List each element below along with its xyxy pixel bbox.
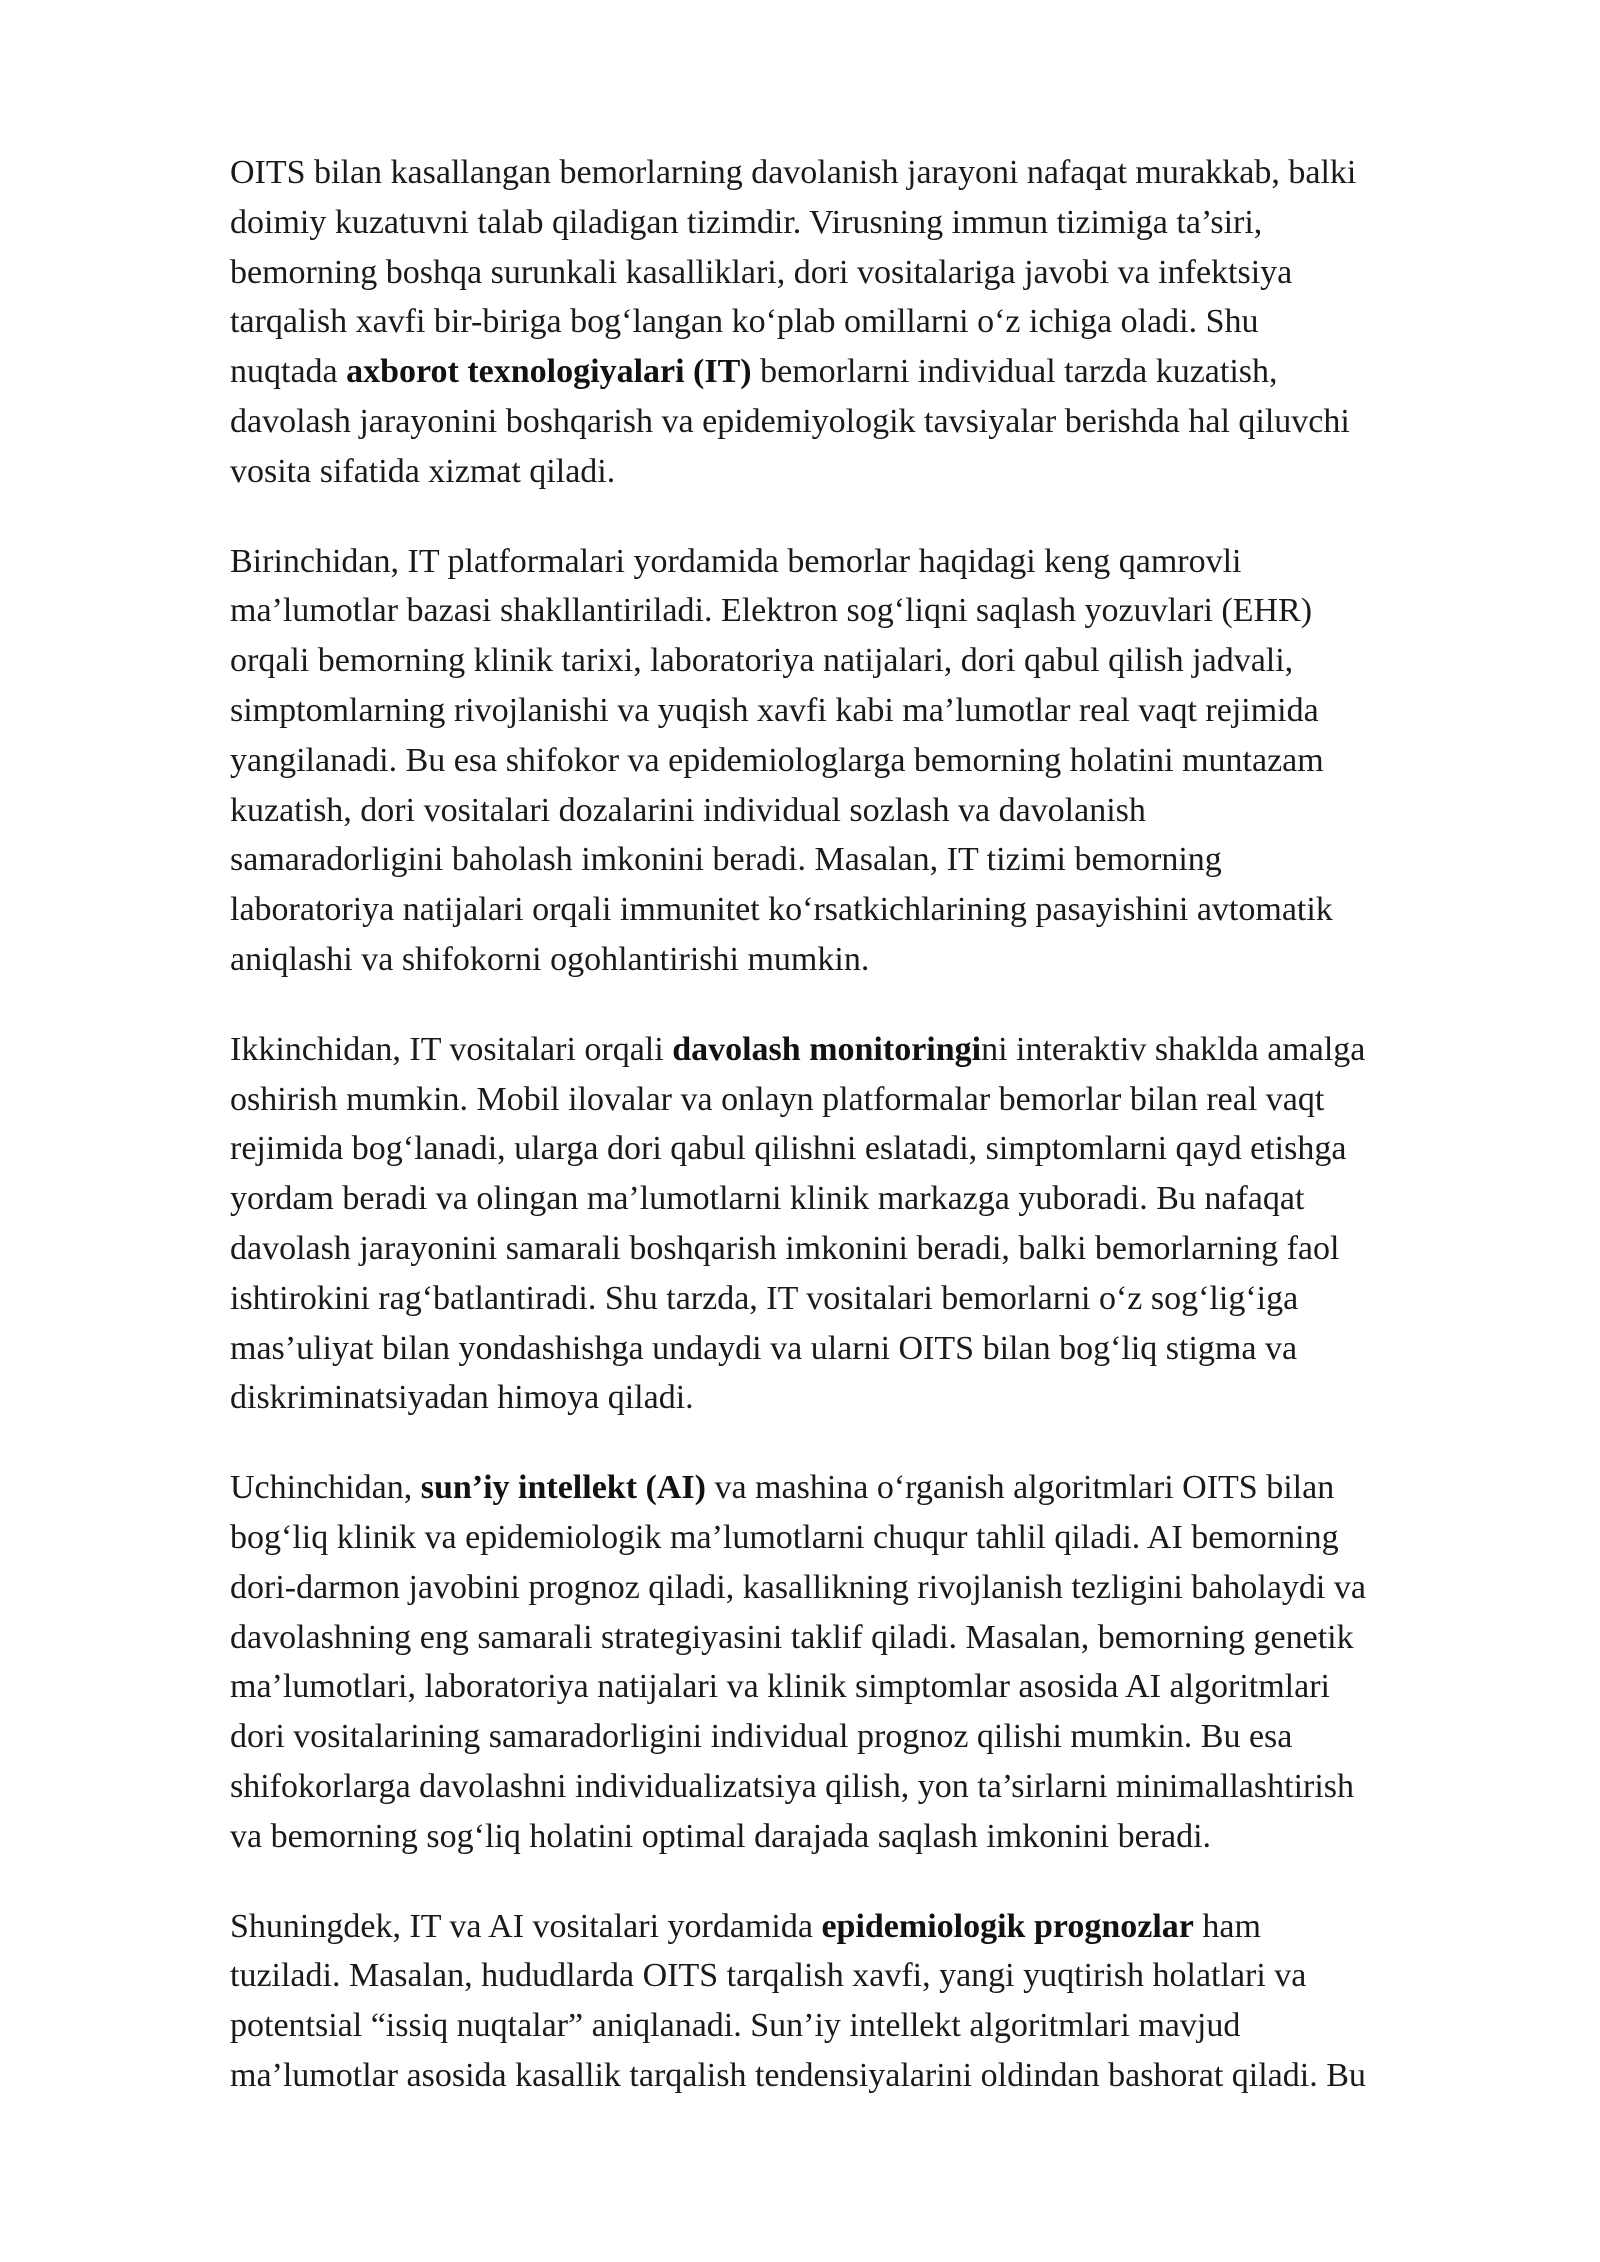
text-run: Ikkinchidan, IT vositalari orqali: [230, 1030, 673, 1068]
paragraph-2: [230, 537, 1510, 985]
bold-term-it: axborot texnologiyalari (IT): [346, 353, 752, 391]
text-run: ni interaktiv shaklda amalga: [981, 1030, 1366, 1068]
text-line: [230, 1463, 1510, 1513]
text-line: tarqalish xavfi bir-biriga bog‘langan ko‘plab omillarni o‘z ichiga oladi. Shu: [230, 303, 1259, 341]
text-run: ham: [1193, 1907, 1261, 1945]
paragraph-3: [230, 1025, 1510, 1423]
text-line: kuzatish, dori vositalari dozalarini individual sozlash va davolanish: [230, 791, 1146, 829]
text-line: potentsial “issiq nuqtalar” aniqlanadi. Sun’iy intellekt algoritmlari mavjud: [230, 2007, 1241, 2045]
text-line: ma’lumotlari, laboratoriya natijalari va klinik simptomlar asosida AI algoritmlari: [230, 1668, 1330, 1706]
text-line: vosita sifatida xizmat qiladi.: [230, 452, 616, 490]
text-line: diskriminatsiyadan himoya qiladi.: [230, 1379, 694, 1417]
text-line: doimiy kuzatuvni talab qiladigan tizimdir. Virusning immun tizimiga ta’siri,: [230, 203, 1263, 241]
text-line: simptomlarning rivojlanishi va yuqish xavfi kabi ma’lumotlar real vaqt rejimida: [230, 691, 1319, 729]
text-line: aniqlashi va shifokorni ogohlantirishi mumkin.: [230, 940, 870, 978]
paragraph-4: [230, 1463, 1510, 1861]
text-line: tuziladi. Masalan, hududlarda OITS tarqalish xavfi, yangi yuqtirish holatlari va: [230, 1957, 1307, 1995]
text-line: bog‘liq klinik va epidemiologik ma’lumotlarni chuqur tahlil qiladi. AI bemorning: [230, 1518, 1339, 1556]
text-line: orqali bemorning klinik tarixi, laboratoriya natijalari, dori qabul qilish jadvali,: [230, 642, 1294, 680]
text-line: ma’lumotlar bazasi shakllantiriladi. Elektron sog‘liqni saqlash yozuvlari (EHR): [230, 592, 1313, 630]
text-run: nuqtada: [230, 353, 347, 391]
text-line: [230, 347, 1510, 397]
text-line: rejimida bog‘lanadi, ularga dori qabul qilishni eslatadi, simptomlarni qayd etishga: [230, 1130, 1347, 1168]
text-line: yordam beradi va olingan ma’lumotlarni klinik markazga yuboradi. Bu nafaqat: [230, 1180, 1305, 1218]
text-line: dori-darmon javobini prognoz qiladi, kasallikning rivojlanish tezligini baholaydi va: [230, 1568, 1366, 1606]
text-line: yangilanadi. Bu esa shifokor va epidemiologlarga bemorning holatini muntazam: [230, 741, 1324, 779]
text-run: Uchinchidan,: [230, 1469, 421, 1507]
text-line: samaradorligini baholash imkonini beradi. Masalan, IT tizimi bemorning: [230, 841, 1222, 879]
text-run: va mashina o‘rganish algoritmlari OITS bilan: [705, 1469, 1335, 1507]
text-line: oshirish mumkin. Mobil ilovalar va onlayn platformalar bemorlar bilan real vaqt: [230, 1080, 1325, 1118]
text-line: shifokorlarga davolashni individualizatsiya qilish, yon ta’sirlarni minimallashtirish: [230, 1767, 1355, 1805]
text-run: Shuningdek, IT va AI vositalari yordamida: [230, 1907, 822, 1945]
text-line: dori vositalarining samaradorligini individual prognoz qilishi mumkin. Bu esa: [230, 1718, 1293, 1756]
text-line: mas’uliyat bilan yondashishga undaydi va ularni OITS bilan bog‘liq stigma va: [230, 1329, 1298, 1367]
text-line: ma’lumotlar asosida kasallik tarqalish tendensiyalarini oldindan bashorat qiladi. Bu: [230, 2056, 1366, 2094]
text-line: OITS bilan kasallangan bemorlarning davolanish jarayoni nafaqat murakkab, balki: [230, 154, 1357, 191]
bold-term-monitoring: davolash monitoringi: [672, 1030, 982, 1068]
text-line: bemorning boshqa surunkali kasalliklari, dori vositalariga javobi va infektsiya: [230, 253, 1293, 291]
bold-term-ai: sun’iy intellekt (AI): [420, 1469, 706, 1507]
text-line: [230, 1902, 1510, 1952]
text-line: Birinchidan, IT platformalari yordamida bemorlar haqidagi keng qamrovli: [230, 542, 1242, 580]
text-line: laboratoriya natijalari orqali immunitet ko‘rsatkichlarining pasayishini avtomatik: [230, 891, 1333, 929]
text-line: va bemorning sog‘liq holatini optimal darajada saqlash imkonini beradi.: [230, 1817, 1212, 1855]
text-run: bemorlarni individual tarzda kuzatish,: [751, 353, 1278, 391]
bold-term-prognoz: epidemiologik prognozlar: [821, 1907, 1194, 1945]
paragraph-5: [230, 1902, 1510, 2101]
text-line: davolash jarayonini boshqarish va epidemiyologik tavsiyalar berishda hal qiluvchi: [230, 402, 1350, 440]
paragraph-1: [230, 148, 1510, 497]
text-line: davolash jarayonini samarali boshqarish imkonini beradi, balki bemorlarning faol: [230, 1229, 1340, 1267]
text-line: [230, 1025, 1510, 1075]
text-line: ishtirokini rag‘batlantiradi. Shu tarzda, IT vositalari bemorlarni o‘z sog‘lig‘iga: [230, 1279, 1299, 1317]
document-page: [230, 148, 1510, 2141]
text-line: davolashning eng samarali strategiyasini taklif qiladi. Masalan, bemorning genetik: [230, 1618, 1354, 1656]
